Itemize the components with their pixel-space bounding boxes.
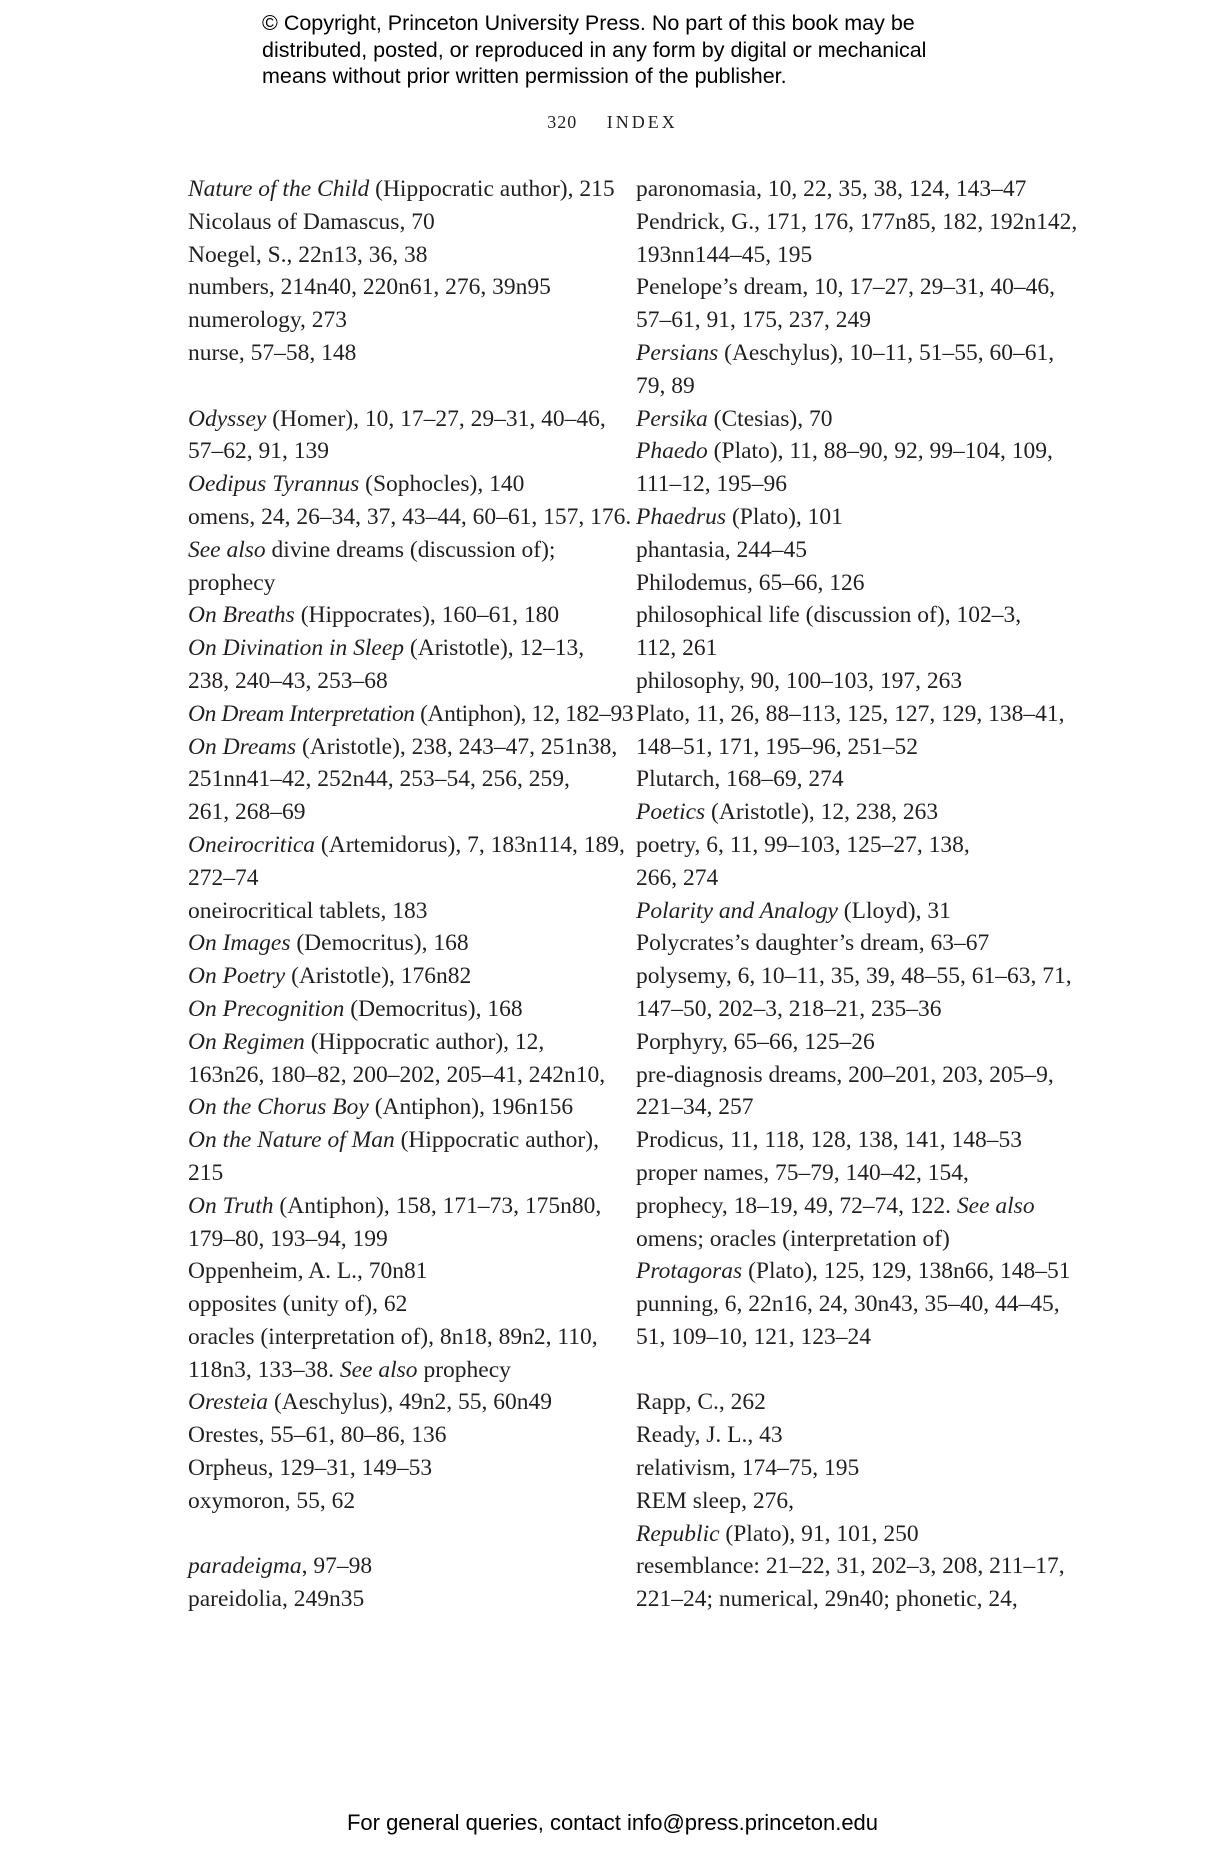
index-entry: REM sleep, 276, — [636, 1487, 794, 1514]
index-entry: Nicolaus of Damascus, 70 — [188, 208, 435, 235]
index-entry: On Divination in Sleep (Aristotle), 12–13, 238, 240–43, 253–68 — [188, 635, 585, 694]
index-entry: Oresteia (Aeschylus), 49n2, 55, 60n49 — [188, 1389, 552, 1416]
footer-contact: For general queries, contact info@press.princeton.edu — [346, 1810, 879, 1835]
index-entry: On Regimen (Hippocratic author), 12, 163n26, 180–82, 200–202, 205–41, 242n10, — [188, 1028, 606, 1088]
index-entry: punning, 6, 22n16, 24, 30n43, 35–40, 44–45, 51, 109–10, 121, 123–24 — [636, 1291, 1060, 1350]
index-entry: Porphyry, 65–66, 125–26 — [636, 1028, 875, 1055]
copyright-line: means without prior written permission of the publisher. — [262, 64, 787, 88]
index-entry: paradeigma, 97–98 — [188, 1553, 373, 1580]
index-entry: omens, 24, 26–34, 37, 43–44, 60–61, 157, 176. See also divine dreams (discussion of); prophecy — [188, 503, 632, 596]
index-entry: opposites (unity of), 62 — [188, 1291, 408, 1318]
index-entry: Philodemus, 65–66, 126 — [636, 569, 865, 596]
index-column-right — [636, 173, 1078, 1616]
index-entry: Phaedrus (Plato), 101 — [636, 503, 843, 530]
index-entry: Orpheus, 129–31, 149–53 — [188, 1455, 433, 1482]
index-entry: relativism, 174–75, 195 — [636, 1455, 860, 1482]
index-entry: nurse, 57–58, 148 — [188, 339, 357, 366]
index-entry: proper names, 75–79, 140–42, 154, — [636, 1159, 969, 1186]
index-entry: paronomasia, 10, 22, 35, 38, 124, 143–47 — [636, 176, 1027, 202]
index-entry: philosophy, 90, 100–103, 197, 263 — [636, 667, 963, 694]
index-entry: Penelope’s dream, 10, 17–27, 29–31, 40–46, 57–61, 91, 175, 237, 249 — [636, 274, 1056, 334]
index-entry: Prodicus, 11, 118, 128, 138, 141, 148–53 — [636, 1127, 1023, 1154]
index-entry: oxymoron, 55, 62 — [188, 1487, 356, 1514]
index-entry: pareidolia, 249n35 — [188, 1586, 365, 1613]
index-entry: On the Chorus Boy (Antiphon), 196n156 — [188, 1094, 574, 1121]
index-entry: On Truth (Antiphon), 158, 171–73, 175n80, 179–80, 193–94, 199 — [188, 1192, 602, 1252]
index-entry: Noegel, S., 22n13, 36, 38 — [188, 241, 428, 268]
index-entry: Poetics (Aristotle), 12, 238, 263 — [636, 799, 939, 826]
index-entry: Persika (Ctesias), 70 — [636, 405, 833, 432]
section-title: INDEX — [606, 112, 678, 132]
index-entry: Phaedo (Plato), 11, 88–90, 92, 99–104, 109, 111–12, 195–96 — [636, 438, 1053, 498]
index-entry: Oneirocritica (Artemidorus), 7, 183n114, 189, 272–74 — [188, 831, 625, 891]
index-entry: resemblance: 21–22, 31, 202–3, 208, 211–17, 221–24; numerical, 29n40; phonetic, 24, — [636, 1553, 1065, 1613]
index-entry: On Images (Democritus), 168 — [188, 930, 469, 957]
index-entry: Ready, J. L., 43 — [636, 1422, 783, 1449]
running-head — [0, 112, 1225, 133]
index-entry: phantasia, 244–45 — [636, 536, 807, 563]
copyright-line: © Copyright, Princeton University Press. No part of this book may be — [262, 11, 915, 35]
index-entry: Polarity and Analogy (Lloyd), 31 — [636, 897, 951, 924]
index-entry: On Dream Interpretation (Antiphon), 12, 182–93 — [188, 700, 634, 727]
index-entry: On the Nature of Man (Hippocratic author), 215 — [188, 1127, 599, 1186]
index-entry: Plutarch, 168–69, 274 — [636, 766, 844, 793]
index-entry: Rapp, C., 262 — [636, 1389, 766, 1416]
index-entry: On Poetry (Aristotle), 176n82 — [188, 963, 472, 990]
index-entry: numbers, 214n40, 220n61, 276, 39n95 — [188, 274, 551, 301]
index-entry: Polycrates’s daughter’s dream, 63–67 — [636, 930, 990, 957]
letter-gap — [636, 1354, 1056, 1387]
index-entry: philosophical life (discussion of), 102–3, 112, 261 — [636, 602, 1022, 662]
index-entry: On Breaths (Hippocrates), 160–61, 180 — [188, 602, 560, 629]
index-entry: Odyssey (Homer), 10, 17–27, 29–31, 40–46, 57–62, 91, 139 — [188, 405, 606, 465]
index-entry: polysemy, 6, 10–11, 35, 39, 48–55, 61–63, 71, 147–50, 202–3, 218–21, 235–36 — [636, 963, 1072, 1022]
index-entry: On Precognition (Democritus), 168 — [188, 995, 523, 1022]
index-entry: Plato, 11, 26, 88–113, 125, 127, 129, 138–41, 148–51, 171, 195–96, 251–52 — [636, 700, 1065, 760]
index-entry: Persians (Aeschylus), 10–11, 51–55, 60–61, 79, 89 — [636, 339, 1055, 399]
copyright-line: distributed, posted, or reproduced in any form by digital or mechanical — [262, 37, 927, 62]
index-entry: Oppenheim, A. L., 70n81 — [188, 1258, 428, 1285]
index-column-left — [188, 173, 634, 1616]
index-entry: Protagoras (Plato), 125, 129, 138n66, 148–51 — [636, 1258, 1071, 1285]
index-entry: Nature of the Child (Hippocratic author), 215 — [188, 176, 615, 202]
index-entry: Orestes, 55–61, 80–86, 136 — [188, 1422, 447, 1449]
page-number: 320 — [547, 112, 578, 132]
letter-gap — [188, 1518, 608, 1551]
index-entry: On Dreams (Aristotle), 238, 243–47, 251n38, 251nn41–42, 252n44, 253–54, 256, 259, 261, 268–69 — [188, 733, 618, 826]
index-entry: oracles (interpretation of), 8n18, 89n2, 110, 118n3, 133–38. See also prophecy — [188, 1323, 598, 1383]
index-entry: pre-diagnosis dreams, 200–201, 203, 205–9, 221–34, 257 — [636, 1061, 1054, 1121]
index-entry: poetry, 6, 11, 99–103, 125–27, 138, 266, 274 — [636, 831, 970, 891]
letter-gap — [188, 370, 608, 403]
index-entry: Pendrick, G., 171, 176, 177n85, 182, 192n142, 193nn144–45, 195 — [636, 208, 1078, 268]
index-entry: oneirocritical tablets, 183 — [188, 897, 428, 924]
copyright-notice — [262, 10, 982, 90]
index-entry: Republic (Plato), 91, 101, 250 — [636, 1520, 919, 1547]
index-entry: prophecy, 18–19, 49, 72–74, 122. See also omens; oracles (interpretation of) — [636, 1192, 1035, 1252]
index-entry: Oedipus Tyrannus (Sophocles), 140 — [188, 471, 525, 498]
index-entry: numerology, 273 — [188, 307, 348, 334]
